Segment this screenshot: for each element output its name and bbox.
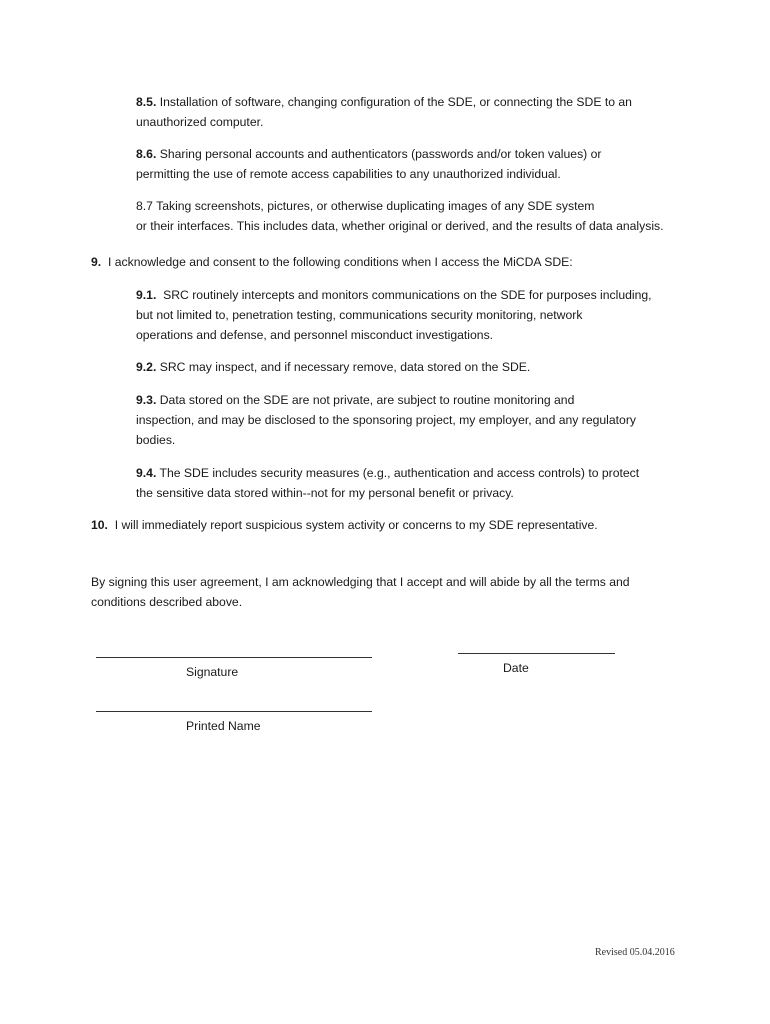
- date-label: Date: [503, 661, 529, 675]
- clause-text: Installation of software, changing configuration of the SDE, or connecting the SDE to an: [159, 95, 632, 109]
- clause-9-2: [136, 357, 706, 377]
- clause-text: Data stored on the SDE are not private, are subject to routine monitoring and: [159, 393, 575, 407]
- closing-statement: [91, 572, 711, 612]
- clause-text: bodies.: [136, 433, 176, 447]
- clause-text: The SDE includes security measures (e.g., authentication and access controls) to protect: [159, 466, 640, 480]
- clause-10: [91, 515, 711, 535]
- clause-text: I will immediately report suspicious system activity or concerns to my SDE representative.: [114, 518, 598, 532]
- clause-text: 8.7 Taking screenshots, pictures, or otherwise duplicating images of any SDE system: [136, 199, 595, 213]
- clause-8-7: [136, 196, 706, 236]
- clause-number: 9.1.: [136, 288, 157, 302]
- clause-number: 9.2.: [136, 360, 157, 374]
- clause-number: 8.6.: [136, 147, 157, 161]
- clause-text: inspection, and may be disclosed to the sponsoring project, my employer, and any regulatory: [136, 413, 636, 427]
- clause-text: SRC routinely intercepts and monitors communications on the SDE for purposes including,: [163, 288, 652, 302]
- clause-number: 8.5.: [136, 95, 157, 109]
- clause-9-4: [136, 463, 706, 503]
- clause-text: permitting the use of remote access capabilities to any unauthorized individual.: [136, 167, 561, 181]
- clause-number: 9.4.: [136, 466, 157, 480]
- printed-name-label: Printed Name: [186, 719, 261, 733]
- signature-line[interactable]: [96, 657, 372, 658]
- clause-text: I acknowledge and consent to the following conditions when I access the MiCDA SDE:: [107, 255, 573, 269]
- clause-text: the sensitive data stored within--not for my personal benefit or privacy.: [136, 486, 514, 500]
- clause-9-3: [136, 390, 706, 450]
- clause-8-5: [136, 92, 706, 132]
- clause-text: unauthorized computer.: [136, 115, 264, 129]
- clause-number: 10.: [91, 518, 108, 532]
- clause-9-1: [136, 285, 706, 345]
- revision-date: Revised 05.04.2016: [595, 947, 675, 958]
- clause-number: 9.3.: [136, 393, 157, 407]
- clause-text: operations and defense, and personnel misconduct investigations.: [136, 328, 494, 342]
- signature-label: Signature: [186, 665, 239, 679]
- printed-name-line[interactable]: [96, 711, 372, 712]
- closing-text: By signing this user agreement, I am acknowledging that I accept and will abide by all the terms and: [91, 575, 630, 589]
- date-line[interactable]: [458, 653, 615, 654]
- clause-text: but not limited to, penetration testing, communications security monitoring, network: [136, 308, 583, 322]
- clause-text: or their interfaces. This includes data, whether original or derived, and the results of data analysis.: [136, 219, 664, 233]
- closing-text: conditions described above.: [91, 595, 243, 609]
- clause-number: 9.: [91, 255, 102, 269]
- clause-9: [91, 252, 711, 272]
- clause-text: SRC may inspect, and if necessary remove, data stored on the SDE.: [159, 360, 531, 374]
- clause-8-6: [136, 144, 706, 184]
- clause-text: Sharing personal accounts and authenticators (passwords and/or token values) or: [159, 147, 602, 161]
